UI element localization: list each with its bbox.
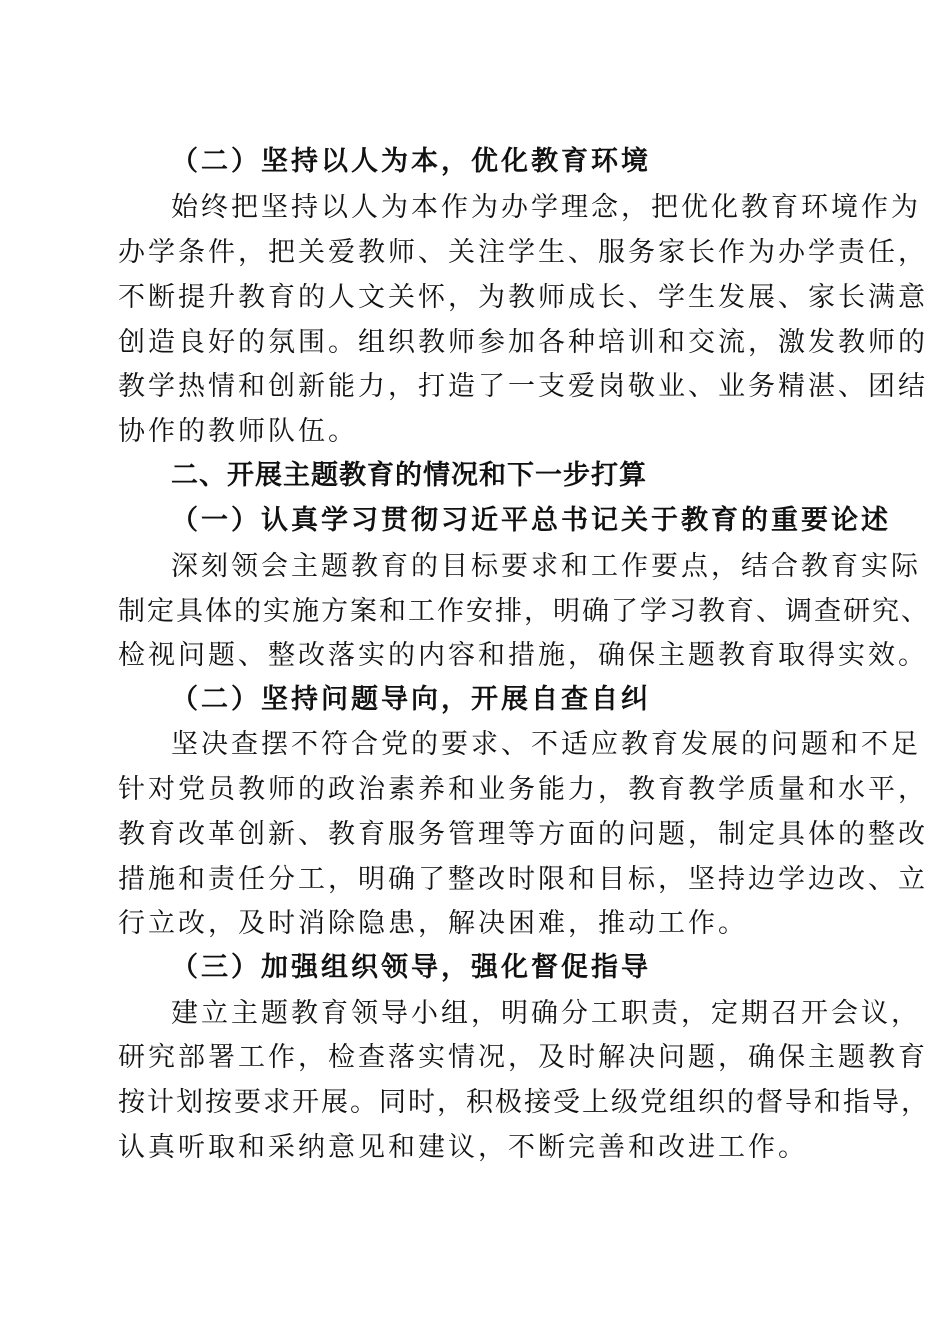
paragraph-line: 措施和责任分工，明确了整改时限和目标，坚持边学边改、立 [118, 864, 928, 895]
paragraph-line: 深刻领会主题教育的目标要求和工作要点，结合教育实际 [171, 551, 921, 582]
subsection-heading: （三）加强组织领导，强化督促指导 [171, 952, 651, 983]
paragraph-line: 不断提升教育的人文关怀，为教师成长、学生发展、家长满意 [118, 282, 928, 313]
paragraph-line: 制定具体的实施方案和工作安排，明确了学习教育、调查研究、 [118, 596, 930, 627]
paragraph-line: 认真听取和采纳意见和建议，不断完善和改进工作。 [118, 1132, 808, 1163]
paragraph-line: 始终把坚持以人为本作为办学理念，把优化教育环境作为 [171, 192, 921, 223]
paragraph-line: 办学条件，把关爱教师、关注学生、服务家长作为办学责任， [118, 237, 928, 268]
paragraph-line: 坚决查摆不符合党的要求、不适应教育发展的问题和不足 [171, 729, 921, 760]
paragraph-line: 创造良好的氛围。组织教师参加各种培训和交流，激发教师的 [118, 327, 928, 358]
paragraph-line: 教学热情和创新能力，打造了一支爱岗敬业、业务精湛、团结 [118, 371, 928, 402]
paragraph-line: 教育改革创新、教育服务管理等方面的问题，制定具体的整改 [118, 819, 928, 850]
subsection-heading: （一）认真学习贯彻习近平总书记关于教育的重要论述 [171, 505, 891, 536]
section-heading: 二、开展主题教育的情况和下一步打算 [171, 460, 647, 491]
subsection-heading: （二）坚持以人为本，优化教育环境 [171, 146, 651, 177]
paragraph-line: 建立主题教育领导小组，明确分工职责，定期召开会议， [171, 998, 921, 1029]
paragraph-line: 检视问题、整改落实的内容和措施，确保主题教育取得实效。 [118, 640, 928, 671]
paragraph-line: 行立改，及时消除隐患，解决困难，推动工作。 [118, 908, 748, 939]
paragraph-line: 针对党员教师的政治素养和业务能力，教育教学质量和水平， [118, 774, 928, 805]
paragraph-line: 按计划按要求开展。同时，积极接受上级党组织的督导和指导， [118, 1087, 930, 1118]
paragraph-line: 协作的教师队伍。 [118, 416, 358, 447]
paragraph-line: 研究部署工作，检查落实情况，及时解决问题，确保主题教育 [118, 1042, 928, 1073]
subsection-heading: （二）坚持问题导向，开展自查自纠 [171, 684, 651, 715]
